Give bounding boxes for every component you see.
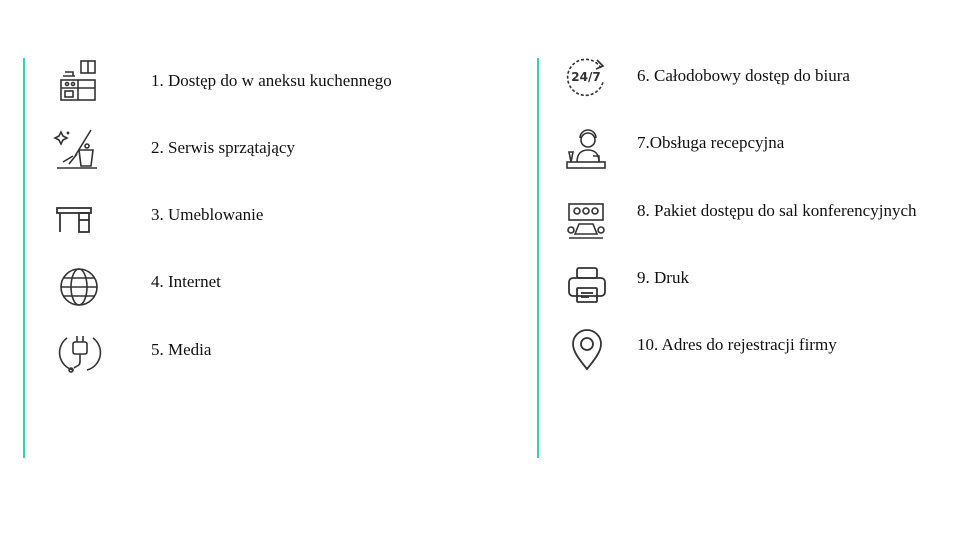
24-7-icon (561, 52, 611, 102)
list-item: 1. Dostęp do w aneksu kuchennego (151, 71, 392, 90)
printer-icon (562, 260, 612, 310)
list-item: 8. Pakiet dostępu do sal konferencyjnych (637, 201, 917, 220)
list-item: 7.Obsługa recepcyjna (637, 133, 785, 152)
cleaning-service-icon (51, 124, 101, 174)
right-column-divider (537, 58, 539, 458)
desk-icon (49, 194, 99, 244)
receptionist-icon (561, 124, 611, 174)
location-pin-icon (562, 324, 612, 374)
kitchen-icon (53, 56, 103, 106)
list-item: 3. Umeblowanie (151, 205, 264, 224)
list-item: 5. Media (151, 340, 212, 359)
list-item: 10. Adres do rejestracji firmy (637, 335, 837, 354)
power-plug-icon (55, 326, 105, 376)
list-item: 6. Całodobowy dostęp do biura (637, 66, 850, 85)
left-column-divider (23, 58, 25, 458)
list-item: 2. Serwis sprzątający (151, 138, 295, 157)
list-item: 9. Druk (637, 268, 689, 287)
conference-room-icon (561, 196, 611, 246)
list-item: 4. Internet (151, 272, 221, 291)
svg-text:24/7: 24/7 (571, 70, 601, 84)
globe-icon (54, 262, 104, 312)
